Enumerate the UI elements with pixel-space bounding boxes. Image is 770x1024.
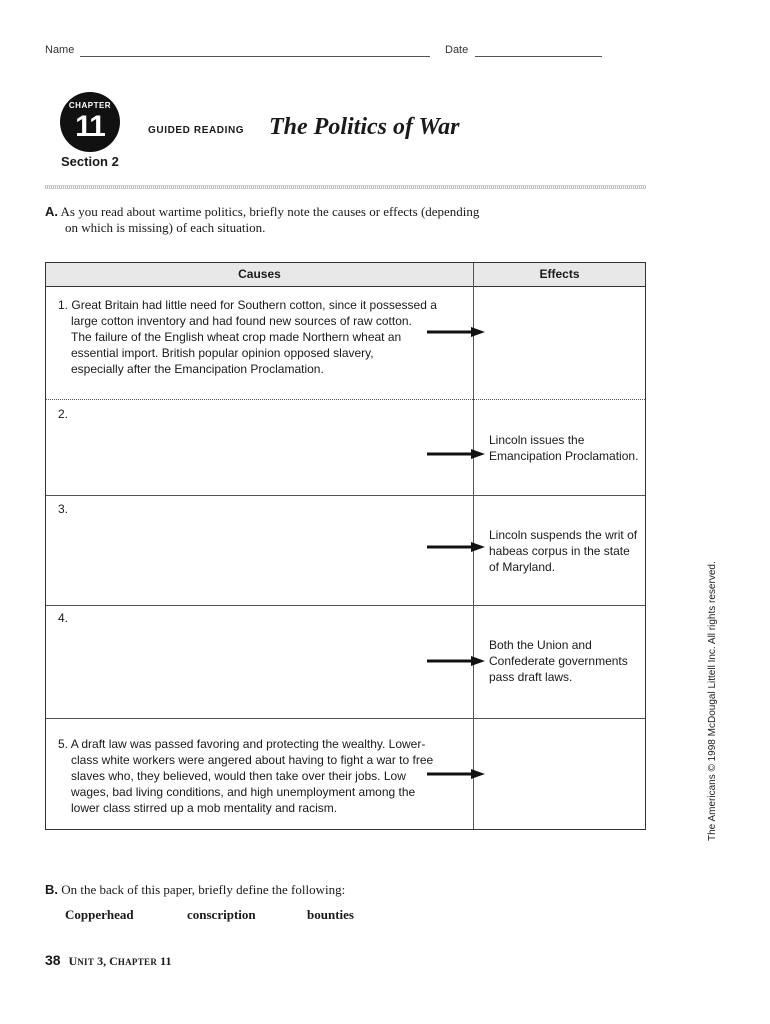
cause-cell-2[interactable]: [58, 406, 458, 422]
cause-cell-4[interactable]: [58, 610, 458, 626]
cause-text: Great Britain had little need for Southern cotton, since it possessed a: [71, 298, 437, 312]
name-field[interactable]: [80, 56, 430, 57]
page-number: 38: [45, 952, 61, 968]
divider-bar: [45, 185, 646, 189]
footer-chapter-number: 11: [160, 954, 172, 968]
cause-text: especially after the Emancipation Proclamation.: [71, 362, 324, 376]
chapter-label: CHAPTER: [68, 101, 112, 110]
date-field[interactable]: [475, 56, 602, 57]
guided-reading-label: GUIDED READING: [148, 125, 245, 136]
effect-text: of Maryland.: [489, 560, 556, 574]
effect-text: Both the Union and: [489, 638, 592, 652]
effect-text: habeas corpus in the state: [489, 544, 630, 558]
table-header: [46, 263, 645, 287]
term-copperhead: Copperhead: [65, 907, 134, 922]
name-date-row: [45, 44, 605, 60]
effect-cell-3: [489, 527, 644, 575]
footer-unit-rest: NIT: [77, 957, 95, 967]
part-b-text: On the back of this paper, briefly define the following:: [61, 882, 346, 897]
cause-number: 3.: [58, 502, 69, 516]
row-divider: [46, 399, 645, 400]
cause-cell-3[interactable]: [58, 501, 458, 517]
footer-chapter-rest: HAPTER: [117, 957, 158, 967]
arrow-right-icon: [427, 656, 485, 666]
cause-number: 1.: [58, 298, 69, 312]
effect-text: pass draft laws.: [489, 670, 573, 684]
row-divider: [46, 718, 645, 719]
cause-text: lower class stirred up a mob mentality and racism.: [71, 801, 338, 815]
causes-header: Causes: [238, 267, 281, 281]
cause-number: 5.: [58, 737, 69, 751]
effect-text: Confederate governments: [489, 654, 628, 668]
footer-chapter-initial: C: [109, 954, 118, 968]
cause-text: large cotton inventory and had found new sources of raw cotton.: [71, 314, 412, 328]
effect-text: Emancipation Proclamation.: [489, 449, 639, 463]
section-label: Section 2: [61, 154, 119, 169]
effect-cell-2: [489, 432, 644, 464]
effect-text: Lincoln issues the: [489, 433, 585, 447]
effect-cell-4: [489, 637, 644, 685]
footer-unit-number: 3,: [97, 954, 107, 968]
cause-text: A draft law was passed favoring and protecting the wealthy. Lower-: [70, 737, 426, 751]
page-footer: [45, 952, 171, 969]
part-b-instructions: [45, 882, 345, 898]
effects-header: Effects: [539, 267, 580, 281]
copyright-notice: The Americans © 1998 McDougal Littell Inc. All rights reserved.: [707, 561, 718, 841]
page-title: The Politics of War: [269, 114, 460, 140]
arrow-right-icon: [427, 449, 485, 459]
part-a-line1: As you read about wartime politics, briefly note the causes or effects (depending: [60, 204, 480, 219]
cause-text: wages, bad living conditions, and high unemployment among the: [71, 785, 416, 799]
effect-text: Lincoln suspends the writ of: [489, 528, 638, 542]
term-conscription: conscription: [187, 907, 256, 922]
effect-cell-1[interactable]: [489, 297, 644, 393]
arrow-right-icon: [427, 327, 485, 337]
chapter-badge: [60, 92, 120, 152]
arrow-right-icon: [427, 542, 485, 552]
cause-cell-5[interactable]: [58, 736, 458, 816]
term-bounties: bounties: [307, 907, 354, 922]
cause-number: 4.: [58, 611, 69, 625]
date-label: Date: [445, 44, 469, 56]
effect-cell-5[interactable]: [489, 725, 644, 825]
causes-effects-table: [45, 262, 646, 830]
cause-text: The failure of the English wheat crop made Northern wheat an: [71, 330, 402, 344]
part-a-line2: on which is missing) of each situation.: [65, 220, 266, 235]
arrow-right-icon: [427, 769, 485, 779]
row-divider: [46, 495, 645, 496]
chapter-number: 11: [75, 110, 105, 143]
part-a-tag: A.: [45, 204, 58, 219]
cause-number: 2.: [58, 407, 69, 421]
part-a-instructions: [45, 204, 525, 236]
name-label: Name: [45, 44, 75, 56]
row-divider: [46, 605, 645, 606]
footer-unit-initial: U: [68, 954, 78, 968]
cause-text: slaves who, they believed, would then take over their jobs. Low: [71, 769, 406, 783]
part-b-tag: B.: [45, 882, 58, 897]
cause-text: essential import. British popular opinion opposed slavery,: [71, 346, 374, 360]
cause-cell-1[interactable]: [58, 297, 458, 377]
cause-text: class white workers were angered about having to fight a war to free: [71, 753, 434, 767]
